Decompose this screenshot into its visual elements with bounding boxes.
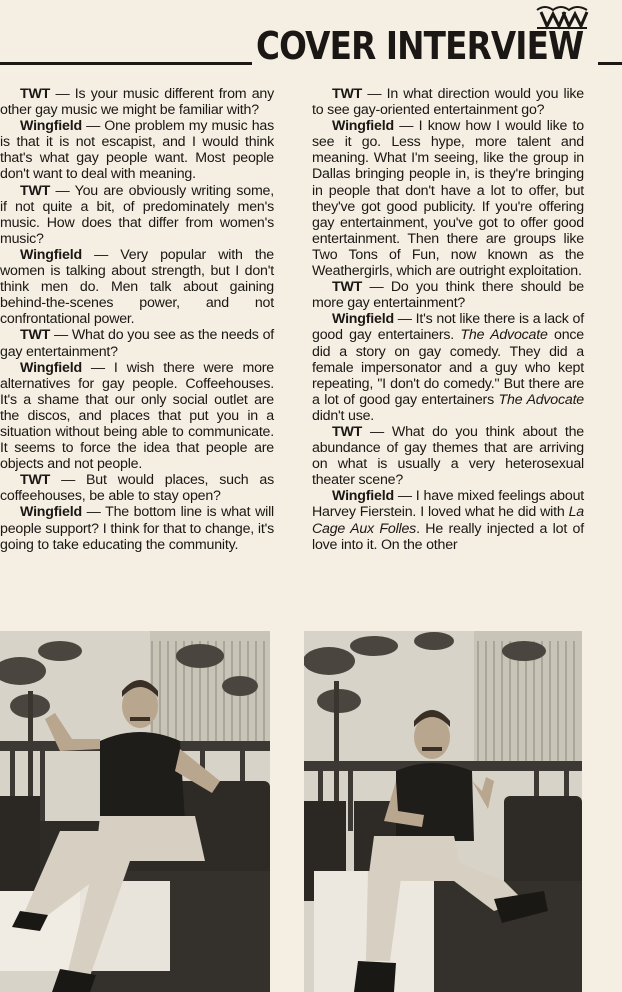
paragraph-text: — I wish there were more alternatives for gay people. Coffeehouses. It's a shame that our only social outlet are the discos, and places that put you in a situation without being able to communicate. It seems to force the idea that people are objects and not people. xyxy=(0,359,274,473)
speaker-label: TWT xyxy=(20,182,51,199)
paragraph-text: — I have mixed feelings about Harvey Fierstein. I loved what he did with xyxy=(312,488,584,521)
qa-paragraph xyxy=(0,504,274,552)
publication-title: The Advocate xyxy=(460,327,548,344)
twt-logo-icon xyxy=(535,4,589,30)
qa-paragraph xyxy=(312,424,584,488)
qa-paragraph xyxy=(312,86,584,118)
qa-paragraph xyxy=(0,472,274,504)
speaker-label: TWT xyxy=(332,423,363,440)
section-title: COVER INTERVIEW xyxy=(256,24,584,68)
right-text-column xyxy=(312,86,584,553)
paragraph-text: — It's not like there is a lack of good gay entertainers. xyxy=(312,311,584,344)
paragraph-text: — The bottom line is what will people support? I think for that to change, it's going to take educating the community. xyxy=(0,504,274,553)
qa-paragraph xyxy=(312,118,584,279)
speaker-label: TWT xyxy=(332,86,363,102)
interview-photo-right xyxy=(304,631,582,992)
qa-paragraph xyxy=(0,118,274,182)
speaker-label: Wingfield xyxy=(20,246,82,263)
qa-paragraph xyxy=(312,279,584,311)
paragraph-text: — I know how I would like to see it go. Less hype, more talent and meaning. What I'm seeing, like the group in Dallas bringing people in, is they're bringing in people that don't have a lot to offer, but they've got good publicity. If you're offering gay entertainment, you've got to offer good entertainment. Then there are groups like Two Tons of Fun, now known as the Weathergirls, which are outright exploitation. xyxy=(312,118,584,280)
paragraph-text: — But would places, such as coffeehouses, be able to stay open? xyxy=(0,472,274,505)
interview-photo-seated-man xyxy=(0,631,270,992)
speaker-label: TWT xyxy=(20,472,51,489)
paragraph-text: — In what direction would you like to see gay-oriented entertainment go? xyxy=(312,86,584,119)
interview-photo-gesturing-man xyxy=(304,631,582,992)
paragraph-text: — One problem my music has is that it is not escapist, and I would think that's what gay people want. Most people don't want to deal with meaning. xyxy=(0,118,274,183)
paragraph-text: — What do you see as the needs of gay entertainment? xyxy=(0,327,274,360)
speaker-label: TWT xyxy=(20,327,51,344)
speaker-label: Wingfield xyxy=(332,118,394,135)
qa-paragraph xyxy=(0,327,274,359)
speaker-label: Wingfield xyxy=(332,488,394,505)
qa-paragraph xyxy=(0,247,274,327)
header-rule-right xyxy=(598,62,622,65)
qa-paragraph xyxy=(312,488,584,552)
qa-paragraph xyxy=(0,183,274,247)
speaker-label: TWT xyxy=(20,86,51,102)
qa-paragraph xyxy=(0,86,274,118)
speaker-label: Wingfield xyxy=(20,118,82,135)
publication-title: The Advocate xyxy=(498,391,584,408)
speaker-label: Wingfield xyxy=(332,311,394,328)
show-title: La Cage Aux Folles xyxy=(312,504,584,537)
paragraph-text: — Is your music different from any other gay music we might be familiar with? xyxy=(0,86,274,119)
speaker-label: TWT xyxy=(332,279,363,296)
qa-paragraph xyxy=(312,311,584,424)
header-rule-left xyxy=(0,62,252,65)
paragraph-text: — What do you think about the abundance of gay themes that are arriving on what is usually a very heterosexual theater scene? xyxy=(312,423,584,489)
qa-paragraph xyxy=(0,360,274,473)
paragraph-text: — Do you think there should be more gay entertainment? xyxy=(312,279,584,312)
speaker-label: Wingfield xyxy=(20,359,82,376)
paragraph-text: didn't use. xyxy=(312,407,375,424)
interview-photo-left xyxy=(0,631,270,992)
left-text-column xyxy=(0,86,274,553)
paragraph-text: . He really injected a lot of love into it. On the other xyxy=(312,520,584,553)
paragraph-text: once did a story on gay comedy. They did a female impersonator and a guy who kept repeating, "I don't do comedy." But there are a lot of good gay entertainers xyxy=(312,327,584,408)
speaker-label: Wingfield xyxy=(20,504,82,521)
paragraph-text: — Very popular with the women is talking about strength, but I don't think men do. Men talk about gaining behind-the-scenes power, and not confrontational power. xyxy=(0,246,274,328)
paragraph-text: — You are obviously writing some, if not quite a bit, of predominately men's music. How does that differ from women's music? xyxy=(0,182,274,247)
